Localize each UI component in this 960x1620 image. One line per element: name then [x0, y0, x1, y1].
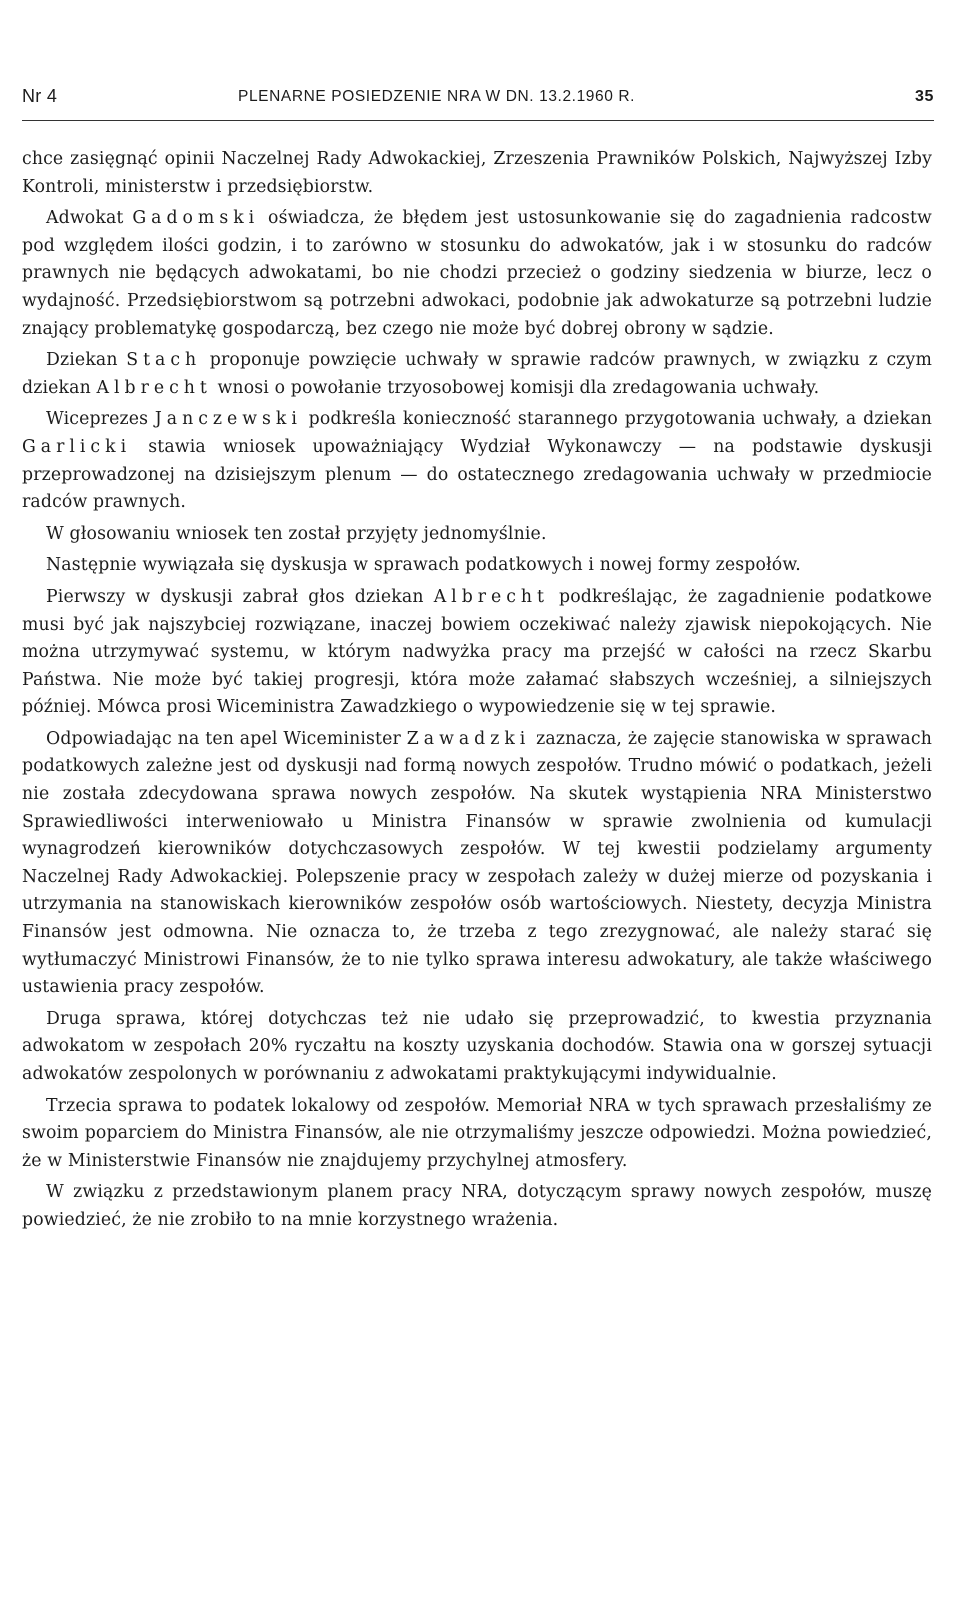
text-run: podkreśla konieczność starannego przygotowania uchwały, a dziekan — [301, 409, 932, 430]
text-run: zaznacza, że zajęcie stanowiska w sprawach podatkowych zależne jest od dyskusji nad formą nowych zespołów. Trudno mówić o podatkach, jeżeli nie została zdecydowana sprawa nowych zespołów. Na skutek wystąpienia NRA Ministerstwo Sprawiedliwości interweniowało u Ministra Finansów w sprawie zwolnienia od kumulacji wynagrodzeń kierowników dotychczasowych zespołów. W tej kwestii podzielamy argumenty Naczelnej Rady Adwokackiej. Polepszenie pracy w zespołach zależy w dużej mierze od pozyskania i utrzymania na stanowiskach kierowników zespołów osób wartościowych. Niestety, decyzja Ministra Finansów jest odmowna. Nie oznacza to, że trzeba z tego zrezygnować, ale należy starać się wytłumaczyć Ministrowi Finansów, że to nie tylko sprawa interesu adwokatury, ale także właściwego ustawienia pracy zespołów. — [22, 728, 932, 998]
paragraph — [22, 205, 932, 343]
paragraph — [22, 347, 932, 402]
paragraph — [22, 1093, 932, 1176]
text-run: oświadcza, że błędem jest ustosunkowanie się do zagadnienia radcostw pod względem ilości godzin, i to zarówno w stosunku do adwokatów, jak i w stosunku do radców prawnych nie będących adwokatami, bo nie chodzi przecież o godziny siedzenia w biurze, lecz o wydajność. Przedsiębiorstwom są potrzebni adwokaci, podobnie jak adwokaturze są potrzebni ludzie znający problematykę gospodarczą, bez czego nie może być dobrej obrony w sądzie. — [22, 208, 932, 339]
header-rule — [22, 120, 934, 121]
spaced-name: Zawadzki — [406, 728, 531, 749]
paragraph — [22, 1179, 932, 1234]
text-run: Następnie wywiązała się dyskusja w sprawach podatkowych i nowej formy zespołów. — [46, 555, 801, 576]
text-run: Dziekan — [46, 350, 127, 371]
text-run: Druga sprawa, której dotychczas też nie udało się przeprowadzić, to kwestia przyznania adwokatom w zespołach 20% ryczałtu na koszty uzyskania dochodów. Stawia ona w gorszej sytuacji adwokatów zespolonych w porównaniu z adwokatami praktykującymi indywidualnie. — [22, 1008, 932, 1084]
text-run: Trzecia sprawa to podatek lokalowy od zespołów. Memoriał NRA w tych sprawach przesłaliśmy ze swoim poparciem do Ministra Finansów, ale nie otrzymaliśmy jeszcze odpowiedzi. Można powiedzieć, że w Ministerstwie Finansów nie znajdujemy przychylnej atmosfery. — [22, 1095, 932, 1171]
text-run: W związku z przedstawionym planem pracy NRA, dotyczącym sprawy nowych zespołów, muszę powiedzieć, że nie zrobiło to na mnie korzystnego wrażenia. — [22, 1182, 932, 1230]
text-run: Adwokat — [46, 208, 133, 229]
text-run: podkreślając, że zagadnienie podatkowe musi być jak najszybciej rozwiązane, inaczej bowiem oczekiwać należy zjawisk niepokojących. Nie można utrzymywać systemu, w którym nadwyżka pracy ma przejść w całości na rzecz Skarbu Państwa. Nie może być takiej progresji, która może załamać słabszych wcześniej, a silniejszych później. Mówca prosi Wiceministra Zawadzkiego o wypowiedzenie się w tej sprawie. — [22, 586, 932, 718]
spaced-name: Albrecht — [433, 586, 549, 607]
text-run: proponuje powzięcie uchwały w sprawie radców prawnych, w związku z czym dziekan — [22, 350, 933, 398]
paragraph — [22, 726, 932, 1002]
spaced-name: Janczewski — [154, 409, 302, 430]
text-run: Odpowiadając na ten apel Wiceminister — [46, 728, 407, 749]
text-run: Pierwszy w dyskusji zabrał głos dziekan — [46, 586, 434, 607]
text-run: stawia wniosek upoważniający Wydział Wykonawczy — na podstawie dyskusji przeprowadzonej na dzisiejszym plenum — do ostatecznego zredagowania uchwały w przedmiocie radców prawnych. — [22, 436, 932, 513]
header-title: PLENARNE POSIEDZENIE NRA W DN. 13.2.1960 R. — [238, 88, 636, 105]
text-run: Wiceprezes — [46, 409, 155, 430]
spaced-name: Garlicki — [22, 436, 132, 457]
text-run: chce zasięgnąć opinii Naczelnej Rady Adwokackiej, Zrzeszenia Prawników Polskich, Najwyższej Izby Kontroli, ministerstw i przedsiębiorstw. — [22, 149, 932, 197]
spaced-name: Albrecht — [96, 377, 212, 398]
body-text — [22, 146, 932, 1239]
paragraph — [22, 1006, 932, 1089]
paragraph — [22, 146, 932, 201]
spaced-name: Stach — [126, 350, 202, 371]
paragraph — [22, 406, 932, 516]
text-run: wnosi o powołanie trzyosobowej komisji dla zredagowania uchwały. — [211, 377, 820, 398]
paragraph — [22, 584, 932, 722]
issue-number: Nr 4 — [22, 86, 58, 106]
running-header — [22, 86, 934, 110]
spaced-name: Gadomski — [132, 208, 260, 229]
paragraph — [22, 521, 932, 549]
page-number: 35 — [915, 88, 934, 105]
text-run: W głosowaniu wniosek ten został przyjęty jednomyślnie. — [46, 523, 547, 544]
paragraph — [22, 552, 932, 580]
